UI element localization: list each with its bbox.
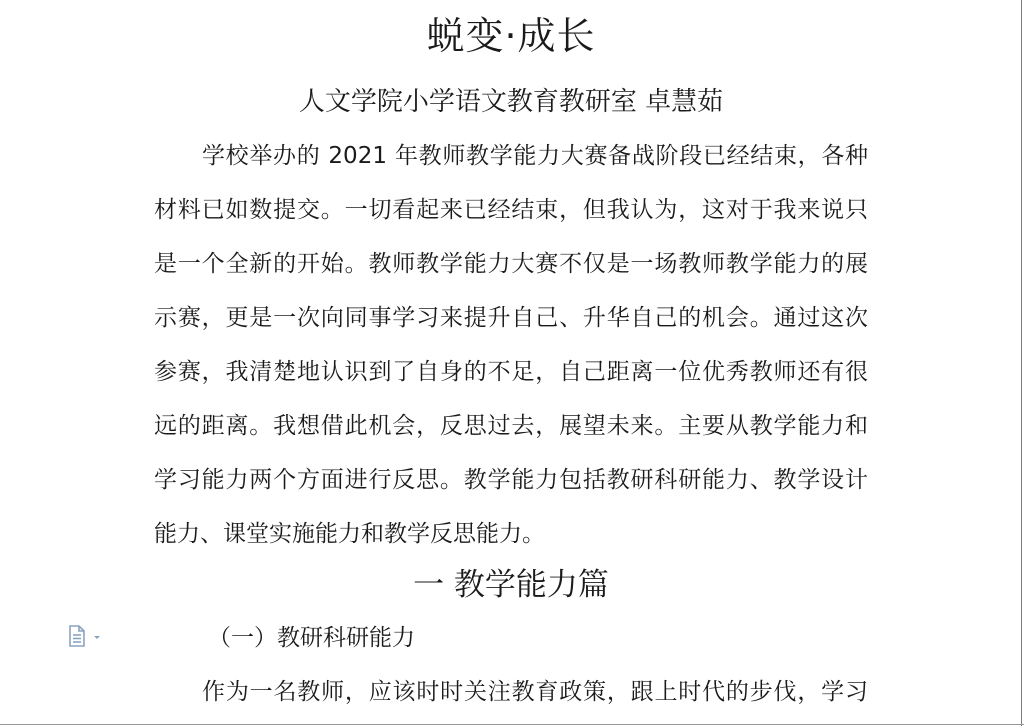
paragraph-line: 示赛，更是一次向同事学习来提升自己、升华自己的机会。通过这次 [154, 305, 868, 331]
paragraph-line: 是一个全新的开始。教师教学能力大赛不仅是一场教师教学能力的展 [154, 251, 868, 277]
paragraph-line: 能力、课堂实施能力和教学反思能力。 [154, 521, 545, 547]
paragraph-line: 材料已如数提交。一切看起来已经结束，但我认为，这对于我来说只 [154, 197, 868, 223]
author-line: 人文学院小学语文教育教研室 卓慧茹 [298, 87, 724, 117]
document-title: 蜕变·成长 [426, 14, 596, 58]
page-bottom-divider [0, 724, 1024, 725]
paragraph-line: 学校举办的 2021 年教师教学能力大赛备战阶段已经结束，各种 [202, 143, 868, 169]
paragraph-line: 远的距离。我想借此机会，反思过去，展望未来。主要从教学能力和 [154, 413, 868, 439]
document-icon [66, 624, 110, 650]
paragraph-line: 参赛，我清楚地认识到了自身的不足，自己距离一位优秀教师还有很 [154, 359, 868, 385]
page-edge-divider [1021, 0, 1022, 726]
subheading: （一）教研科研能力 [208, 625, 415, 651]
chevron-down-icon [92, 633, 102, 641]
paragraph-line: 作为一名教师，应该时时关注教育政策，跟上时代的步伐，学习 [202, 679, 868, 705]
paragraph-options-button[interactable] [66, 624, 110, 650]
paragraph-line: 学习能力两个方面进行反思。教学能力包括教研科研能力、教学设计 [154, 467, 868, 493]
section-heading: 一 教学能力篇 [413, 567, 609, 603]
